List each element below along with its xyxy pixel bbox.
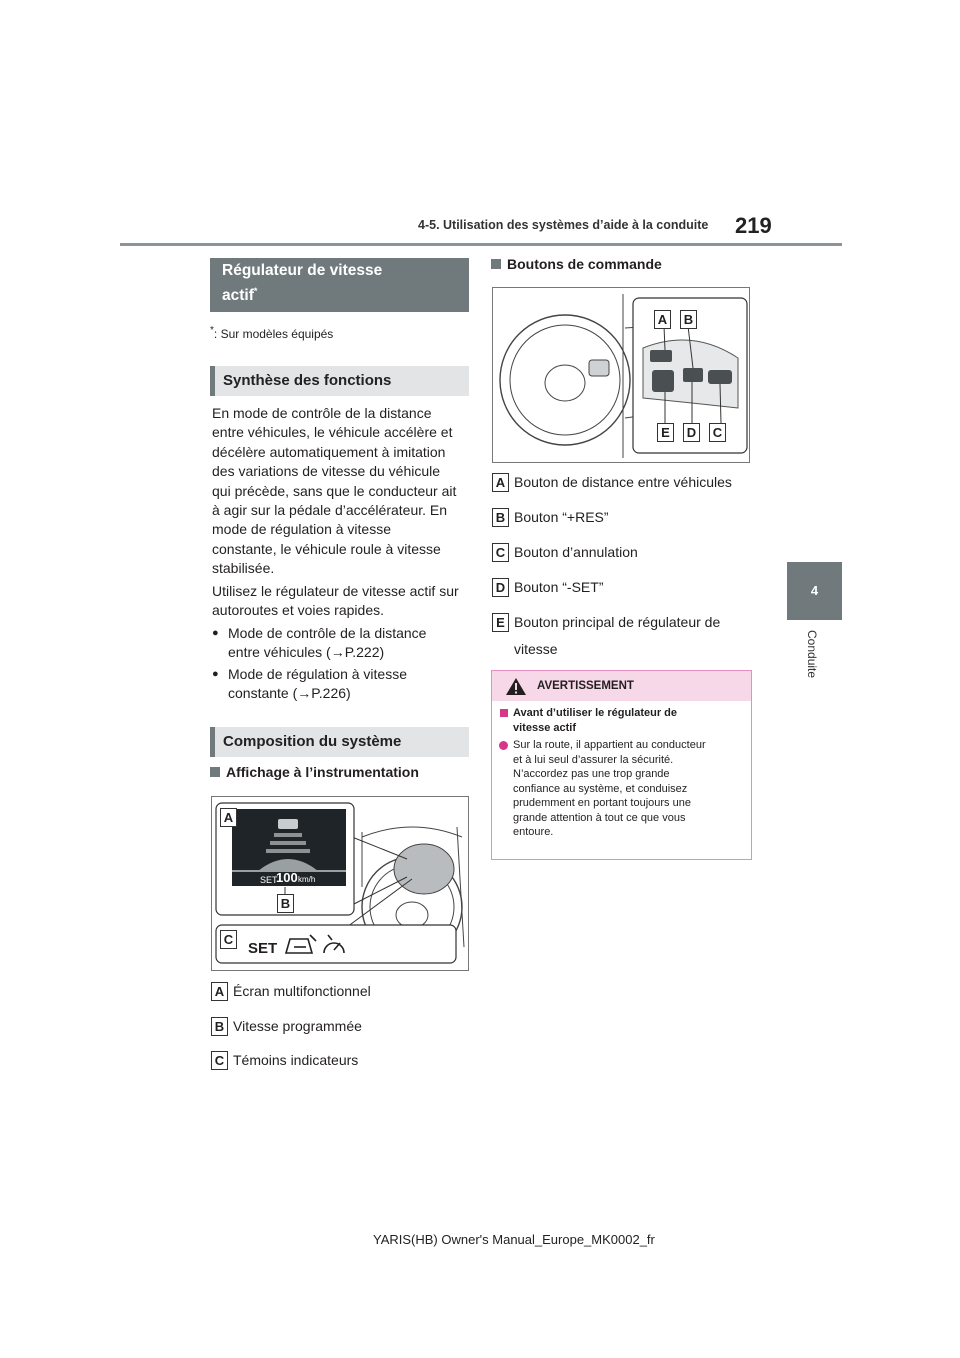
warning-box (491, 670, 752, 860)
footer: YARIS(HB) Owner's Manual_Europe_MK0002_fr (373, 1232, 655, 1247)
warning-body (499, 706, 744, 840)
set-indicator-icon: SET (248, 940, 278, 957)
legend-item: A Écran multifonctionnel (211, 982, 461, 1002)
callout-b: B (680, 310, 697, 329)
subhead-instrumentation: Affichage à l’instrumentation (210, 764, 419, 780)
legend-item: B Bouton “+RES” (492, 508, 752, 528)
page-title (210, 258, 469, 312)
page-link[interactable]: constante (→P.226) (228, 685, 351, 702)
callout-d: D (683, 423, 700, 442)
usage-paragraph: Utilisez le régulateur de vitesse actif sur autoroutes et voies rapides. (212, 583, 459, 619)
warning-header (492, 671, 751, 701)
bullet-icon: ● (212, 627, 219, 639)
bullet-speed-mode: ● Mode de régulation à vitesse constante (→P.226) (212, 665, 470, 705)
legend-continuation: vitesse (514, 641, 558, 657)
chapter-label: Conduite (805, 630, 819, 679)
legend-item: B Vitesse programmée (211, 1017, 461, 1037)
legend-item: E Bouton principal de régulateur de (492, 613, 752, 633)
buttons-figure (492, 287, 750, 463)
callout-a: A (654, 310, 671, 329)
square-bullet-icon (210, 767, 220, 777)
callout-a: A (220, 808, 237, 827)
display-set-text: SET (260, 875, 278, 885)
legend-item: C Témoins indicateurs (211, 1051, 461, 1071)
instrument-figure (211, 796, 469, 971)
title-line-2: actif* (222, 286, 258, 305)
chapter-tab[interactable]: 4 (787, 562, 842, 620)
legend-item: A Bouton de distance entre véhicules (492, 473, 752, 493)
page-number: 219 (735, 213, 772, 238)
warning-title: AVERTISSEMENT (537, 680, 634, 692)
bullet-distance-mode: ● Mode de contrôle de la distance entre véhicules (→P.222) (212, 624, 470, 664)
intro-paragraph: En mode de contrôle de la distance entre véhicules, le véhicule accélère et décélère automatiquement à imitation des variations de vitesse du véhicule qui précède, sans que le conducteur ait à agir sur la pédale d’accélérateur. En mode de régulation à vitesse constante, le véhicule roule à vitesse stabilisée. (212, 405, 457, 577)
section-composition: Composition du système (210, 727, 469, 757)
bullet-icon: ● (212, 668, 219, 680)
callout-c: C (709, 423, 726, 442)
warning-text: Sur la route, il appartient au conducteur et à lui seul d’assurer la sécurité. N’accordez pas une trop grande confiance au système, et conduisez prudemment en portant toujours une grande attention à tout ce que vous entoure. (499, 738, 744, 840)
header-rule (120, 243, 842, 246)
callout-b: B (277, 894, 294, 913)
section-synthese: Synthèse des fonctions (210, 366, 469, 396)
callout-e: E (657, 423, 674, 442)
display-unit: km/h (298, 875, 316, 884)
warning-subhead: Avant d’utiliser le régulateur de vitesse actif (499, 706, 744, 735)
footnote: *: Sur modèles équipés (210, 325, 334, 341)
page-link[interactable]: entre véhicules (→P.222) (228, 644, 385, 661)
display-speed: 100 (276, 870, 298, 885)
title-line-1: Régulateur de vitesse (222, 262, 383, 279)
pink-square-icon (500, 709, 508, 717)
section-header: 4-5. Utilisation des systèmes d’aide à la conduite (418, 218, 709, 232)
pink-bullet-icon (499, 741, 508, 750)
legend-item: C Bouton d’annulation (492, 543, 752, 563)
warning-triangle-icon (505, 677, 527, 696)
legend-item: D Bouton “-SET” (492, 578, 752, 598)
square-bullet-icon (491, 259, 501, 269)
callout-c: C (220, 930, 237, 949)
subhead-buttons: Boutons de commande (491, 256, 662, 272)
